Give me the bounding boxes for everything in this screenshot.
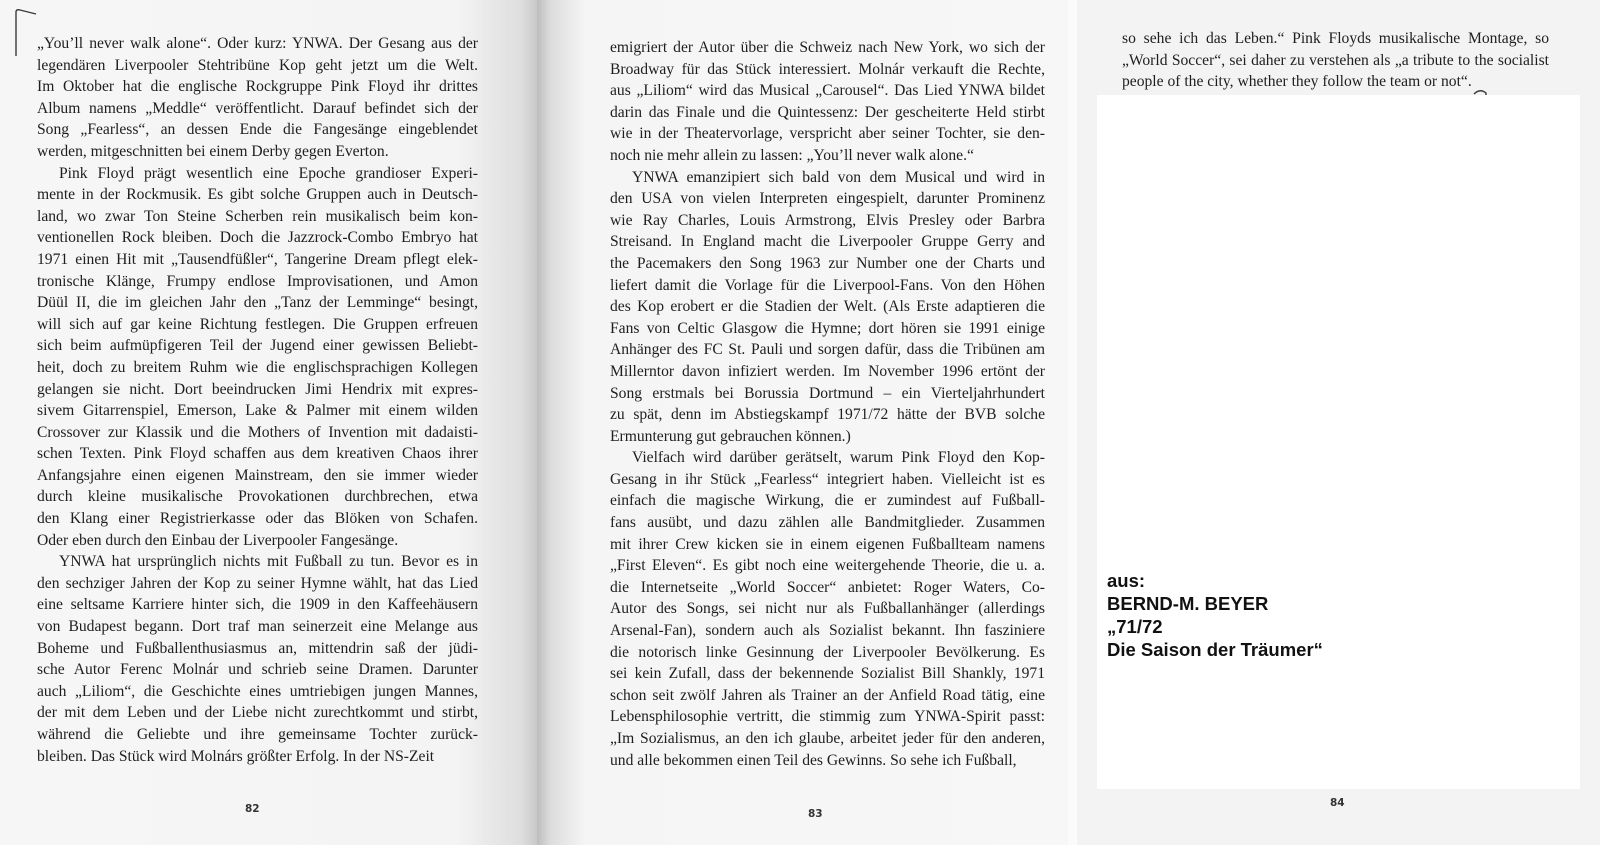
text-line: Pink Floyd prägt wesentlich eine Epoche grandioser Experi- [59, 164, 478, 182]
text-line: der mit dem Leben und der Liebe nicht zurechtkommt und stirbt, [37, 704, 478, 722]
text-line: wie in der Theatervorlage, verspricht aber seiner Tochter, sie den- [610, 125, 1045, 143]
page-84 [1077, 0, 1600, 845]
text-line: werden, mitgeschnitten bei einem Derby gegen Everton. [37, 142, 389, 160]
text-line: Boheme und Fußballenthusiasmus an, mittendrin saß der jüdi- [37, 639, 478, 657]
text-line: Anhänger des FC St. Pauli und sorgen dafür, dass die Tribünen am [610, 341, 1045, 359]
text-line: so sehe ich das Leben.“ Pink Floyds musikalische Montage, so [1122, 30, 1549, 47]
text-line: den USA von vielen Interpreten eingespielt, darunter Prominenz [610, 190, 1045, 208]
text-line: während die Geliebte und ihre gemeinsame Tochter zurück- [37, 726, 478, 743]
text-line: Fans von Celtic Glasgow die Hymne; dort hören sie 1991 einige [610, 319, 1045, 337]
text-line: zu spät, denn im Abstiegskampf 1971/72 hätte der BVB solche [610, 406, 1045, 424]
attribution-title-year: „71/72 [1107, 616, 1163, 637]
text-line: des Kop erobert er die Stadien der Welt. (Als Erste adaptieren die [610, 298, 1045, 316]
text-line: „You’ll never walk alone“. Oder kurz: YNWA. Der Gesang aus der [37, 35, 478, 52]
text-line: Oder eben durch den Einbau der Liverpooler Fangesänge. [37, 531, 399, 549]
text-line: und alle bekommen einen Teil des Gewinns. So sehe ich Fußball, [610, 751, 1017, 769]
text-line: „World Soccer“, sei daher zu verstehen als „a tribute to the socialist [1122, 51, 1549, 69]
page-number: 82 [245, 803, 260, 815]
text-line: Song „Fearless“, an dessen Ende die Fangesänge eingeblendet [37, 121, 478, 139]
text-line: sche Autor Ferenc Molnár und schrieb seine Dramen. Darunter [37, 661, 478, 679]
text-line: sei kein Zufall, dass der bekennende Sozialist Bill Shankly, 1971 [610, 665, 1045, 683]
text-line: Arsenal-Fan), sondern auch als Sozialist bekannt. Ihn fasziniere [610, 622, 1045, 640]
text-line: will sich auf gar keine Richtung festlegen. Die Gruppen erfreuen [37, 315, 478, 333]
text-line: die notorisch linke Gesinnung der Liverpooler Bevölkerung. Es [610, 643, 1045, 661]
page-number: 84 [1330, 797, 1345, 809]
attribution-title: Die Saison der Träumer“ [1107, 639, 1323, 660]
text-line: sich beim aufmüpfigeren Teil der Jugend einer gewissen Beliebt- [37, 337, 478, 355]
text-line: sivem Gitarrenspiel, Emerson, Lake & Palmer mit einem wilden [37, 402, 478, 420]
text-line: den Klang einer Registrierkasse oder das Blöken von Schafen. [37, 510, 478, 528]
text-line: 1971 einen Hit mit „Tausendfüßler“, Tangerine Dream pflegt elek- [37, 250, 478, 268]
text-line: Lebensphilosophie vertritt, die stimmig zum YNWA-Spirit passt: [610, 708, 1045, 726]
text-line: Im Oktober hat die englische Rockgruppe Pink Floyd ihr drittes [37, 78, 478, 96]
book-attribution [1107, 569, 1323, 661]
text-line: den sechziger Jahren der Kop zu seiner Hymne wählt, hat das Lied [37, 574, 478, 592]
text-line: „First Eleven“. Es gibt noch eine weitergehende Theorie, die u. a. [610, 557, 1045, 575]
text-line: Streisand. In England macht die Liverpooler Gruppe Gerry and [610, 233, 1045, 251]
page-number: 83 [808, 808, 823, 820]
text-line: YNWA hat ursprünglich nichts mit Fußball zu tun. Bevor es in [59, 553, 478, 571]
corner-bracket-icon [5, 6, 39, 58]
text-line: darin das Finale und die Quintessenz: Der gescheiterte Held stirbt [610, 103, 1045, 121]
text-line: Broadway für das Stück interessiert. Molnár verkauft die Rechte, [610, 60, 1045, 78]
text-line: Ermunterung gut gebrauchen können.) [610, 427, 851, 445]
text-line: Crossover zur Klassik und die Mothers of Invention mit dadaisti- [37, 423, 478, 441]
text-line: einfach die magische Wirkung, die er zumindest auf Fußball- [610, 492, 1045, 510]
text-line: mit ihrer Crew kicken sie in einem eigenen Fußballteam namens [610, 535, 1045, 553]
text-line: Autor des Songs, sei nicht nur als Fußballanhänger (allerdings [610, 600, 1045, 618]
text-line: auch „Liliom“, die Geschichte eines umtriebigen jungen Mannes, [37, 682, 478, 700]
text-line: aus „Liliom“ wird das Musical „Carousel“. Das Lied YNWA bildet [610, 82, 1045, 100]
page-83-body-text [610, 37, 1045, 771]
text-line: emigriert der Autor über die Schweiz nach New York, wo sich der [610, 39, 1045, 56]
page-83 [537, 0, 1068, 845]
text-line: „Im Sozialismus, an den ich glaube, arbeitet jeder für den anderen, [610, 730, 1045, 747]
attribution-from: aus: [1107, 570, 1146, 591]
text-cover-box [1097, 95, 1580, 789]
text-line: Gesang in ihr Stück „Fearless“ integriert haben. Vielleicht ist es [610, 470, 1045, 488]
text-line: Millerntor davon infiziert werden. Im November 1996 ertönt der [610, 362, 1045, 380]
page-gap [1068, 0, 1077, 845]
text-line: durch kleine musikalische Provokationen durchbrechen, etwa [37, 488, 478, 506]
text-line: mente in der Rockmusik. Es gibt solche Gruppen auch in Deutsch- [37, 186, 478, 204]
attribution-author: BERND-M. BEYER [1107, 593, 1269, 614]
text-line: bleiben. Das Stück wird Molnárs größter Erfolg. In der NS-Zeit [37, 747, 435, 765]
text-line: eine seltsame Karriere hinter sich, die 1909 in den Kaffeehäusern [37, 596, 478, 614]
text-line: legendären Liverpooler Stehtribüne Kop geht jetzt um die Welt. [37, 56, 478, 74]
text-line: YNWA emanzipiert sich bald von dem Musical und wird in [632, 168, 1045, 186]
text-line: Album namens „Meddle“ veröffentlicht. Darauf befindet sich der [37, 99, 478, 117]
text-line: Song erstmals bei Borussia Dortmund – ein Vierteljahrhundert [610, 384, 1045, 402]
text-line: fans ausübt, und dazu zählen alle Bandmitglieder. Zusammen [610, 514, 1045, 532]
text-line: schen Texten. Pink Floyd schaffen aus dem kreativen Chaos ihrer [37, 445, 478, 463]
text-line: heit, doch zu breitem Ruhm wie die englischsprachigen Kollegen [37, 358, 478, 376]
text-line: schon seit zwölf Jahren als Trainer an der Anfield Road tätig, eine [610, 686, 1045, 704]
text-line: liefert damit die Vorlage für die Liverpool-Fans. Von den Höhen [610, 276, 1045, 294]
text-line: noch nie mehr allein zu lassen: „You’ll never walk alone.“ [610, 146, 974, 164]
text-line: von Budapest begann. Dort traf man seinerzeit eine Melange aus [37, 618, 478, 636]
text-line: tronische Klänge, Frumpy endlose Improvisationen, und Amon [37, 272, 478, 290]
text-line: people of the city, whether they follow the team or not“. [1122, 73, 1472, 91]
text-line: die Internetseite „World Soccer“ anbietet: Roger Waters, Co- [610, 578, 1045, 596]
text-line: ventionellen Rock bleiben. Doch die Jazzrock-Combo Embryo hat [37, 229, 478, 247]
text-line: Vielfach wird darüber gerätselt, warum Pink Floyd den Kop- [632, 449, 1045, 467]
page-82-body-text [37, 33, 478, 767]
text-line: land, wo zwar Ton Steine Scherben rein musikalisch beim kon- [37, 207, 478, 225]
text-line: Düül II, die im gleichen Jahr den „Tanz der Lemminge“ besingt, [37, 294, 478, 312]
text-line: the Pacemakers den Song 1963 zur Number one der Charts und [610, 254, 1045, 272]
text-line: Anfangsjahre einen eigenen Mainstream, den sie immer wieder [37, 466, 478, 484]
text-line: wie Ray Charles, Louis Armstrong, Elvis Presley oder Barbra [610, 211, 1045, 229]
page-82 [0, 0, 537, 845]
text-line: gelangen sie nicht. Dort beeindrucken Jimi Hendrix mit expres- [37, 380, 478, 398]
